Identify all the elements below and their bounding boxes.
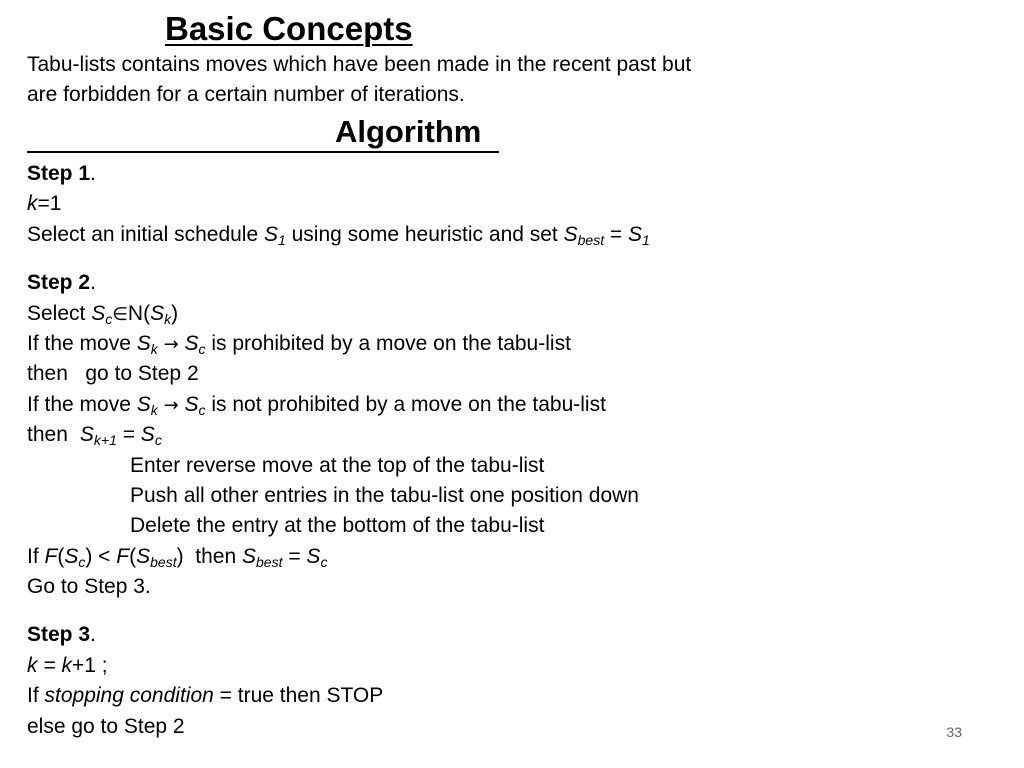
step2-best-update: If $F(S_c) < F(S_{best})$ then $S_{best} = S_c$ [27, 544, 328, 570]
step3-else-goto: else go to Step 2 [27, 714, 185, 738]
step1-select-line: Select an initial schedule $S_1$ using some heuristic and set $S_{best} = S_1$ [27, 222, 650, 248]
step2-prohibited-line: If the move $S_k \to S_c$ is prohibited by a move on the tabu-list [27, 331, 571, 357]
element-of-symbol: ∈ [112, 303, 128, 325]
step2-push-entries: Push all other entries in the tabu-list one position down [130, 483, 639, 507]
step2-not-prohibited-line: If the move $S_k \to S_c$ is not prohibited by a move on the tabu-list [27, 392, 606, 418]
step2-then-assign: then $S_{k+1} = S_c$ [27, 423, 162, 449]
step1-label: Step 1 [27, 162, 91, 185]
algorithm-heading: Algorithm [335, 114, 482, 149]
step2-then-goto: then go to Step 2 [27, 362, 199, 386]
algorithm-steps [27, 159, 987, 742]
step2-heading: Step 2. [27, 271, 96, 295]
algorithm-underline [27, 151, 499, 153]
step3-stop-condition: If stopping condition = true then STOP [27, 684, 384, 708]
step1-heading: Step 1. [27, 162, 96, 185]
step2-delete-entry: Delete the entry at the bottom of the tabu-list [130, 514, 545, 538]
step1-k-init: k=1 [27, 192, 62, 216]
slide-title: Basic Concepts [165, 10, 413, 47]
step2-label: Step 2 [27, 271, 91, 295]
intro-line: are forbidden for a certain number of iterations. [27, 83, 465, 106]
step3-heading: Step 3. [27, 623, 96, 647]
intro-paragraph [27, 50, 827, 110]
arrow-symbol: → [163, 333, 179, 355]
step3-increment: k = k+1 ; [27, 653, 108, 677]
intro-line: Tabu-lists contains moves which have been made in the recent past but [27, 53, 692, 76]
arrow-symbol: → [163, 394, 179, 416]
step2-goto-step3: Go to Step 3. [27, 575, 151, 599]
step2-select-line: Select $S_c\in N(S_k)$ [27, 301, 179, 327]
step3-label: Step 3 [27, 623, 91, 647]
step2-enter-reverse: Enter reverse move at the top of the tabu-list [130, 453, 545, 477]
page-number: 33 [946, 724, 962, 740]
